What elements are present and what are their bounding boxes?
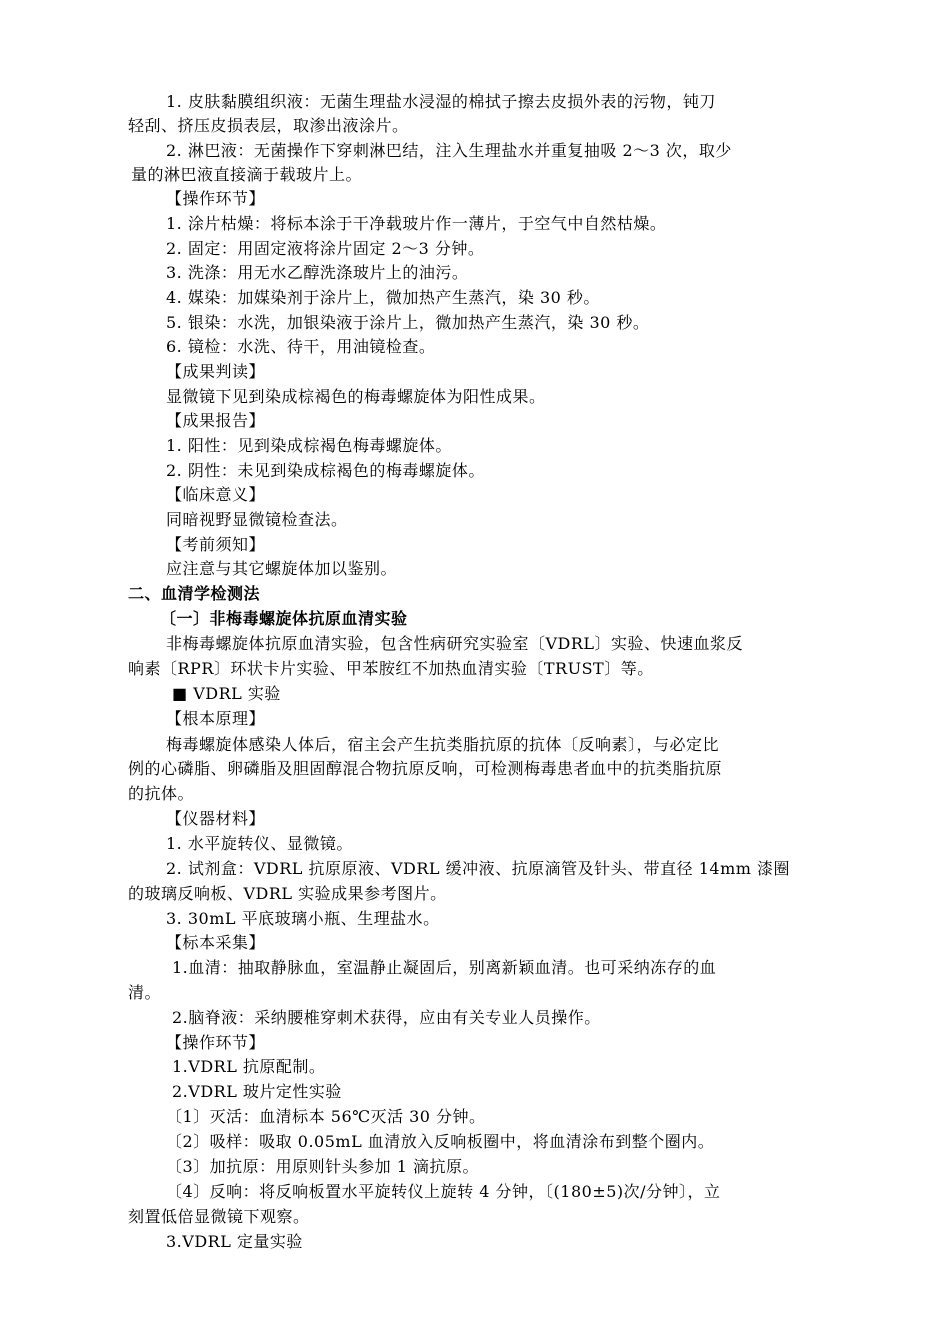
section-heading: 【成果判读】 <box>166 362 266 381</box>
text-line: 1. 水平旋转仪、显微镜。 <box>166 834 353 853</box>
text-line: 1. 涂片枯燥：将标本涂于干净载玻片作一薄片，于空气中自然枯燥。 <box>166 214 667 233</box>
text-line: 响素〔RPR〕环状卡片实验、甲苯胺红不加热血清实验〔TRUST〕等。 <box>128 659 654 678</box>
text-line: 〔2〕吸样：吸取 0.05mL 血清放入反响板圈中，将血清涂布到整个圈内。 <box>166 1132 715 1151</box>
bullet-item: ■ VDRL 实验 <box>172 684 281 703</box>
text-line: 清。 <box>128 983 162 1002</box>
text-line: 1.血清：抽取静脉血，室温静止凝固后，别离新颖血清。也可采纳冻存的血 <box>172 958 717 977</box>
section-heading: 【根本原理】 <box>166 709 266 728</box>
text-line: 5. 银染：水洗，加银染液于涂片上，微加热产生蒸汽，染 30 秒。 <box>166 313 650 332</box>
chapter-heading: 二、血清学检测法 <box>128 584 261 603</box>
subsection-heading: 〔一〕非梅毒螺旋体抗原血清实验 <box>160 609 408 628</box>
text-line: 梅毒螺旋体感染人体后，宿主会产生抗类脂抗原的抗体〔反响素〕，与必定比 <box>166 735 720 754</box>
section-heading: 【标本采集】 <box>166 933 266 952</box>
text-line: 轻刮、挤压皮损表层，取渗出液涂片。 <box>128 116 409 135</box>
text-line: 2.脑脊液：采纳腰椎穿刺术获得，应由有关专业人员操作。 <box>172 1008 601 1027</box>
text-line: 3. 洗涤：用无水乙醇洗涤玻片上的油污。 <box>166 263 469 282</box>
text-line: 1.VDRL 抗原配制。 <box>172 1057 326 1076</box>
text-line: 2. 阴性：未见到染成棕褐色的梅毒螺旋体。 <box>166 461 485 480</box>
text-line: 〔3〕加抗原：用原则针头参加 1 滴抗原。 <box>166 1157 480 1176</box>
text-line: 刻置低倍显微镜下观察。 <box>128 1207 310 1226</box>
text-line: 3. 30mL 平底玻璃小瓶、生理盐水。 <box>166 909 440 928</box>
text-line: 同暗视野显微镜检查法。 <box>166 510 348 529</box>
text-line: 1. 阳性：见到染成棕褐色梅毒螺旋体。 <box>166 436 452 455</box>
section-heading: 【成果报告】 <box>166 411 266 430</box>
text-line: 3.VDRL 定量实验 <box>166 1232 303 1251</box>
section-heading: 【操作环节】 <box>166 189 266 208</box>
text-line: 2.VDRL 玻片定性实验 <box>172 1082 342 1101</box>
text-line: 2. 固定：用固定液将涂片固定 2～3 分钟。 <box>166 239 485 258</box>
section-heading: 【临床意义】 <box>166 485 266 504</box>
text-line: 1. 皮肤黏膜组织液：无菌生理盐水浸湿的棉拭子擦去皮损外表的污物，钝刀 <box>166 92 716 111</box>
section-heading: 【考前须知】 <box>166 535 266 554</box>
text-line: 6. 镜检：水洗、待干，用油镜检查。 <box>166 337 436 356</box>
text-line: 2. 淋巴液：无菌操作下穿刺淋巴结，注入生理盐水并重复抽吸 2～3 次，取少 <box>166 141 732 160</box>
text-line: 2. 试剂盒：VDRL 抗原原液、VDRL 缓冲液、抗原滴管及针头、带直径 14mm 漆圈 <box>166 859 791 878</box>
text-line: 非梅毒螺旋体抗原血清实验，包含性病研究实验室〔VDRL〕实验、快速血浆反 <box>166 634 744 653</box>
text-line: 〔4〕反响：将反响板置水平旋转仪上旋转 4 分钟，〔(180±5)次/分钟〕，立 <box>166 1182 721 1201</box>
text-line: 的玻璃反响板、VDRL 实验成果参考图片。 <box>128 884 447 903</box>
section-heading: 【仪器材料】 <box>166 809 266 828</box>
text-line: 例的心磷脂、卵磷脂及胆固醇混合物抗原反响，可检测梅毒患者血中的抗类脂抗原 <box>128 759 723 778</box>
text-line: 量的淋巴液直接滴于载玻片上。 <box>131 165 363 184</box>
section-heading: 【操作环节】 <box>166 1033 266 1052</box>
text-line: 4. 媒染：加媒染剂于涂片上，微加热产生蒸汽，染 30 秒。 <box>166 288 600 307</box>
text-line: 的抗体。 <box>128 784 195 803</box>
text-line: 〔1〕灭活：血清标本 56℃灭活 30 分钟。 <box>166 1107 486 1126</box>
text-line: 显微镜下见到染成棕褐色的梅毒螺旋体为阳性成果。 <box>166 387 546 406</box>
text-line: 应注意与其它螺旋体加以鉴别。 <box>166 559 398 578</box>
